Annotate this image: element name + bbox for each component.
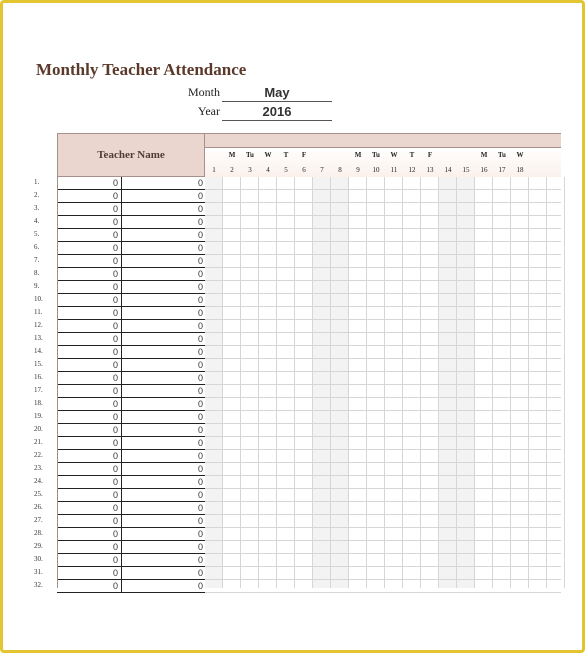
row-number: 28.	[34, 529, 43, 537]
row-number: 25.	[34, 490, 43, 498]
day-name-5: T	[283, 151, 289, 159]
teacher-total-cell[interactable]: 0	[121, 268, 205, 281]
teacher-name-cell[interactable]: 0	[57, 567, 121, 580]
day-number-15: 15	[462, 166, 470, 174]
teacher-total-cell[interactable]: 0	[121, 242, 205, 255]
table-row	[0, 294, 585, 307]
day-name-2: M	[228, 151, 236, 159]
row-number: 22.	[34, 451, 43, 459]
table-row	[0, 528, 585, 541]
row-number: 24.	[34, 477, 43, 485]
teacher-name-cell[interactable]: 0	[57, 463, 121, 476]
day-number-2: 2	[230, 166, 234, 174]
day-name-17: Tu	[498, 151, 506, 159]
day-name-18: W	[516, 151, 524, 159]
table-row	[0, 177, 585, 190]
row-number: 8.	[34, 269, 40, 277]
days-header-band	[205, 133, 561, 148]
day-number-18: 18	[516, 166, 524, 174]
teacher-total-cell[interactable]: 0	[121, 489, 205, 502]
teacher-total-cell[interactable]: 0	[121, 203, 205, 216]
table-row	[0, 502, 585, 515]
row-number: 1.	[34, 178, 40, 186]
teacher-name-header-label: Teacher Name	[97, 149, 165, 161]
table-row	[0, 229, 585, 242]
row-number: 26.	[34, 503, 43, 511]
table-row	[0, 398, 585, 411]
teacher-total-cell[interactable]: 0	[121, 424, 205, 437]
row-number: 4.	[34, 217, 40, 225]
day-number-1: 1	[212, 166, 216, 174]
day-number-10: 10	[372, 166, 380, 174]
table-row	[0, 346, 585, 359]
month-field[interactable]: May	[222, 84, 332, 102]
day-number-6: 6	[302, 166, 306, 174]
day-number-9: 9	[356, 166, 360, 174]
teacher-name-cell[interactable]: 0	[57, 372, 121, 385]
day-number-16: 16	[480, 166, 488, 174]
table-row	[0, 320, 585, 333]
row-number: 2.	[34, 191, 40, 199]
table-row	[0, 411, 585, 424]
teacher-name-cell[interactable]: 0	[57, 281, 121, 294]
teacher-name-cell[interactable]: 0	[57, 346, 121, 359]
row-number: 12.	[34, 321, 43, 329]
teacher-name-cell[interactable]: 0	[57, 541, 121, 554]
day-number-4: 4	[266, 166, 270, 174]
table-row	[0, 242, 585, 255]
row-number: 18.	[34, 399, 43, 407]
row-number: 15.	[34, 360, 43, 368]
table-left-border	[57, 133, 58, 588]
teacher-total-cell[interactable]: 0	[121, 554, 205, 567]
day-number-7: 7	[320, 166, 324, 174]
day-name-11: W	[390, 151, 398, 159]
teacher-total-cell[interactable]: 0	[121, 398, 205, 411]
table-row	[0, 554, 585, 567]
teacher-name-cell[interactable]: 0	[57, 502, 121, 515]
day-name-4: W	[264, 151, 272, 159]
teacher-name-cell[interactable]: 0	[57, 177, 121, 190]
teacher-name-cell[interactable]: 0	[57, 229, 121, 242]
row-number: 19.	[34, 412, 43, 420]
row-number: 30.	[34, 555, 43, 563]
teacher-name-cell[interactable]: 0	[57, 437, 121, 450]
row-number: 13.	[34, 334, 43, 342]
teacher-total-cell[interactable]: 0	[121, 385, 205, 398]
table-row	[0, 450, 585, 463]
teacher-total-cell[interactable]: 0	[121, 541, 205, 554]
day-number-14: 14	[444, 166, 452, 174]
row-number: 21.	[34, 438, 43, 446]
teacher-name-cell[interactable]: 0	[57, 411, 121, 424]
teacher-name-cell[interactable]: 0	[57, 528, 121, 541]
teacher-total-cell[interactable]: 0	[121, 567, 205, 580]
day-name-10: Tu	[372, 151, 380, 159]
teacher-total-cell[interactable]: 0	[121, 580, 205, 593]
teacher-total-cell[interactable]: 0	[121, 255, 205, 268]
teacher-name-cell[interactable]: 0	[57, 450, 121, 463]
row-number: 29.	[34, 542, 43, 550]
teacher-name-cell[interactable]: 0	[57, 554, 121, 567]
teacher-total-cell[interactable]: 0	[121, 411, 205, 424]
day-number-3: 3	[248, 166, 252, 174]
table-row	[0, 359, 585, 372]
teacher-total-cell[interactable]: 0	[121, 463, 205, 476]
day-number-17: 17	[498, 166, 506, 174]
day-name-6: F	[301, 151, 307, 159]
table-row	[0, 424, 585, 437]
table-row	[0, 333, 585, 346]
day-number-5: 5	[284, 166, 288, 174]
row-number: 16.	[34, 373, 43, 381]
teacher-total-cell[interactable]: 0	[121, 294, 205, 307]
table-row	[0, 541, 585, 554]
teacher-name-cell[interactable]: 0	[57, 398, 121, 411]
teacher-name-cell[interactable]: 0	[57, 476, 121, 489]
table-row	[0, 190, 585, 203]
row-number: 17.	[34, 386, 43, 394]
teacher-name-cell[interactable]: 0	[57, 489, 121, 502]
row-number: 5.	[34, 230, 40, 238]
teacher-total-cell[interactable]: 0	[121, 372, 205, 385]
teacher-name-cell[interactable]: 0	[57, 242, 121, 255]
teacher-name-cell[interactable]: 0	[57, 294, 121, 307]
month-label: Month	[187, 85, 220, 99]
table-row	[0, 476, 585, 489]
table-row	[0, 281, 585, 294]
table-row	[0, 203, 585, 216]
table-row	[0, 567, 585, 580]
teacher-total-cell[interactable]: 0	[121, 333, 205, 346]
teacher-name-cell[interactable]: 0	[57, 333, 121, 346]
table-row	[0, 580, 585, 593]
teacher-total-cell[interactable]: 0	[121, 359, 205, 372]
row-number: 14.	[34, 347, 43, 355]
day-number-11: 11	[390, 166, 398, 174]
teacher-name-cell[interactable]: 0	[57, 268, 121, 281]
teacher-total-cell[interactable]: 0	[121, 177, 205, 190]
teacher-name-cell[interactable]: 0	[57, 320, 121, 333]
teacher-name-cell[interactable]: 0	[57, 385, 121, 398]
teacher-total-cell[interactable]: 0	[121, 190, 205, 203]
teacher-total-cell[interactable]: 0	[121, 515, 205, 528]
teacher-total-cell[interactable]: 0	[121, 346, 205, 359]
table-row	[0, 489, 585, 502]
day-name-13: F	[427, 151, 433, 159]
teacher-total-cell[interactable]: 0	[121, 437, 205, 450]
teacher-total-cell[interactable]: 0	[121, 502, 205, 515]
day-number-13: 13	[426, 166, 434, 174]
year-label: Year	[197, 104, 220, 118]
row-number: 6.	[34, 243, 40, 251]
page-title: Monthly Teacher Attendance	[36, 60, 247, 79]
teacher-name-cell[interactable]: 0	[57, 424, 121, 437]
row-number: 32.	[34, 581, 43, 589]
year-field[interactable]: 2016	[222, 103, 332, 121]
teacher-name-cell[interactable]: 0	[57, 216, 121, 229]
teacher-total-cell[interactable]: 0	[121, 281, 205, 294]
teacher-name-cell[interactable]: 0	[57, 515, 121, 528]
teacher-total-cell[interactable]: 0	[121, 528, 205, 541]
table-row	[0, 385, 585, 398]
teacher-name-cell[interactable]: 0	[57, 307, 121, 320]
row-number: 7.	[34, 256, 40, 264]
day-name-9: M	[354, 151, 362, 159]
teacher-name-cell[interactable]: 0	[57, 255, 121, 268]
table-row	[0, 515, 585, 528]
teacher-name-cell[interactable]: 0	[57, 580, 121, 593]
day-name-16: M	[480, 151, 488, 159]
row-number: 10.	[34, 295, 43, 303]
table-row	[0, 268, 585, 281]
row-number: 3.	[34, 204, 40, 212]
day-name-3: Tu	[246, 151, 254, 159]
row-number: 31.	[34, 568, 43, 576]
table-row	[0, 255, 585, 268]
teacher-name-cell[interactable]: 0	[57, 190, 121, 203]
table-row	[0, 437, 585, 450]
teacher-name-cell[interactable]: 0	[57, 203, 121, 216]
teacher-total-cell[interactable]: 0	[121, 307, 205, 320]
table-row	[0, 372, 585, 385]
teacher-name-header	[57, 133, 205, 177]
row-number: 9.	[34, 282, 40, 290]
row-number: 23.	[34, 464, 43, 472]
teacher-total-cell[interactable]: 0	[121, 229, 205, 242]
teacher-total-cell[interactable]: 0	[121, 320, 205, 333]
table-row	[0, 307, 585, 320]
row-number: 11.	[34, 308, 43, 316]
teacher-total-cell[interactable]: 0	[121, 476, 205, 489]
table-row	[0, 463, 585, 476]
day-number-12: 12	[408, 166, 416, 174]
row-number: 20.	[34, 425, 43, 433]
teacher-total-cell[interactable]: 0	[121, 216, 205, 229]
day-name-12: T	[409, 151, 415, 159]
teacher-total-cell[interactable]: 0	[121, 450, 205, 463]
table-row	[0, 216, 585, 229]
teacher-name-cell[interactable]: 0	[57, 359, 121, 372]
row-number: 27.	[34, 516, 43, 524]
day-number-8: 8	[338, 166, 342, 174]
